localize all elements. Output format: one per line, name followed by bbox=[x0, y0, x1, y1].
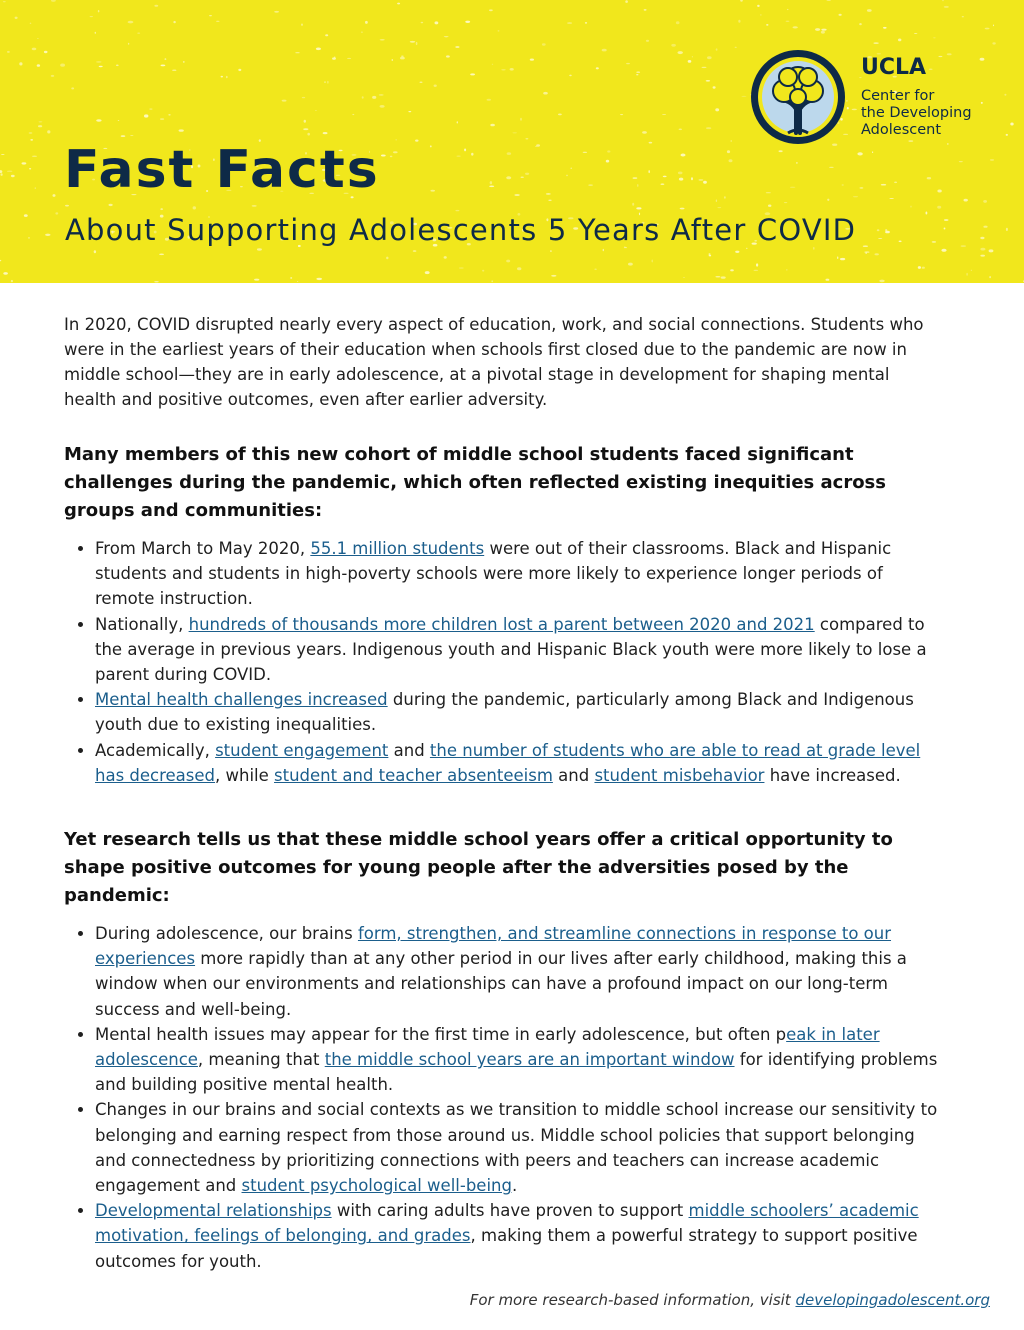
footer-note: For more research-based information, visit developingadolescent.org bbox=[469, 1291, 990, 1309]
link-peak-later-adolescence[interactable]: eak in later adolescence bbox=[95, 1024, 880, 1070]
main-content bbox=[64, 312, 944, 1274]
list-item: • During adolescence, our brains form, strengthen, and streamline connections in response to our experiences more rapidly than at any other period in our lives after early childhood, making this a window when our environments and relationships can have a profound impact on our long-term success and well-being. bbox=[95, 921, 944, 1022]
logo-line-2: the Developing bbox=[861, 105, 972, 121]
link-psychological-well-being[interactable]: student psychological well-being bbox=[241, 1176, 512, 1196]
ucla-logo bbox=[748, 47, 988, 157]
page-title: Fast Facts bbox=[64, 140, 380, 200]
logo-line-1: Center for bbox=[861, 88, 935, 104]
link-brain-connections[interactable]: form, strengthen, and streamline connections in response to our experiences bbox=[95, 924, 892, 969]
list-item: • From March to May 2020, 55.1 million students were out of their classrooms. Black and Hispanic students and students in high-poverty schools were more likely to experience longer periods of remote instruction. bbox=[95, 536, 944, 612]
link-children-lost-parent[interactable]: hundreds of thousands more children lost a parent between 2020 and 2021 bbox=[188, 614, 815, 634]
list-item: • Academically, student engagement and the number of students who are able to read at grade level has decreased, while student and teacher absenteeism and student misbehavior have increased. bbox=[95, 738, 944, 788]
link-reading-grade-level[interactable]: the number of students who are able to read at grade level has decreased bbox=[95, 740, 921, 785]
link-important-window[interactable]: the middle school years are an important window bbox=[324, 1050, 735, 1070]
list-item: • Changes in our brains and social contexts as we transition to middle school increase our sensitivity to belonging and earning respect from those around us. Middle school policies that support belonging and connectedness by prioritizing connections with peers and teachers can increase academic engagement and student psychological well-being. bbox=[95, 1097, 944, 1198]
link-developmental-relationships[interactable]: Developmental relationships bbox=[95, 1201, 332, 1221]
list-item: • Nationally, hundreds of thousands more children lost a parent between 2020 and 2021 compared to the average in previous years. Indigenous youth and Hispanic Black youth were more likely to lose a parent during COVID. bbox=[95, 612, 944, 688]
section-heading-opportunity: Yet research tells us that these middle school years offer a critical opportunity to shape positive outcomes for young people after the adversities posed by the pandemic: bbox=[64, 829, 893, 907]
link-mental-health-challenges[interactable]: Mental health challenges increased bbox=[95, 690, 388, 710]
header-banner bbox=[0, 0, 1024, 283]
tree-icon bbox=[748, 47, 848, 147]
challenges-list bbox=[64, 536, 944, 788]
intro-paragraph: In 2020, COVID disrupted nearly every aspect of education, work, and social connections. Students who were in the earliest years of their education when schools first closed due to the pandemic are now in middle school—they are in early adolescence, at a pivotal stage in development for shaping mental health and positive outcomes, even after earlier adversity. bbox=[64, 315, 924, 409]
opportunity-list bbox=[64, 921, 944, 1274]
page-subtitle: About Supporting Adolescents 5 Years After COVID bbox=[65, 213, 857, 247]
list-item: • Developmental relationships with caring adults have proven to support middle schoolers’ academic motivation, feelings of belonging, and grades, making them a powerful strategy to support positive outcomes for youth. bbox=[95, 1198, 944, 1274]
section-heading-challenges: Many members of this new cohort of middle school students faced significant challenges during the pandemic, which often reflected existing inequities across groups and communities: bbox=[64, 444, 886, 521]
logo-line-3: Adolescent bbox=[861, 122, 942, 138]
link-55-million-students[interactable]: 55.1 million students bbox=[310, 539, 485, 558]
list-item: • Mental health issues may appear for the first time in early adolescence, but often peak in later adolescence, meaning that the middle school years are an important window for identifying problems and building positive mental health. bbox=[95, 1022, 944, 1098]
link-academic-motivation[interactable]: middle schoolers’ academic motivation, feelings of belonging, and grades bbox=[95, 1201, 919, 1246]
link-student-misbehavior[interactable]: student misbehavior bbox=[594, 765, 765, 785]
link-absenteeism[interactable]: student and teacher absenteeism bbox=[274, 765, 553, 785]
logo-ucla-text: UCLA bbox=[861, 55, 927, 80]
list-item: • Mental health challenges increased during the pandemic, particularly among Black and Indigenous youth due to existing inequalities. bbox=[95, 687, 944, 737]
link-student-engagement[interactable]: student engagement bbox=[215, 740, 389, 760]
footer-website-link[interactable]: developingadolescent.org bbox=[795, 1291, 990, 1309]
